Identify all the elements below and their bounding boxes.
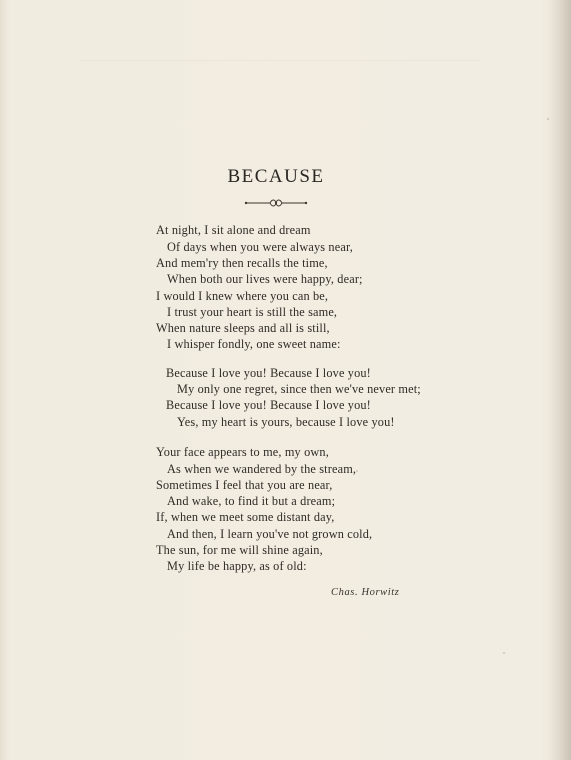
- poem-line: The sun, for me will shine again,: [156, 543, 323, 557]
- poem-line: And then, I learn you've not grown cold,: [167, 527, 373, 541]
- poem-line: I would I knew where you can be,: [156, 289, 329, 303]
- poem-line: I trust your heart is still the same,: [167, 305, 338, 319]
- author-signature: Chas. Horwitz: [331, 587, 400, 598]
- poem-line: My life be happy, as of old:: [167, 559, 307, 573]
- poem-line: My only one regret, since then we've never met;: [177, 382, 421, 396]
- poem-line: Yes, my heart is yours, because I love you!: [177, 415, 395, 429]
- poem-line: When nature sleeps and all is still,: [156, 321, 330, 335]
- poem-line: As when we wandered by the stream,: [167, 462, 357, 476]
- poem-title: BECAUSE: [227, 166, 325, 187]
- poem-line: Of days when you were always near,: [167, 240, 353, 254]
- poem-line: If, when we meet some distant day,: [156, 510, 335, 524]
- poem-line: I whisper fondly, one sweet name:: [167, 337, 341, 351]
- poem-line: When both our lives were happy, dear;: [167, 272, 363, 286]
- poem-line: And wake, to find it but a dream;: [167, 494, 336, 508]
- poem-line: Sometimes I feel that you are near,: [156, 478, 333, 492]
- poem-line: And mem'ry then recalls the time,: [156, 256, 328, 270]
- paper-speck: [356, 470, 358, 472]
- paper-speck: [547, 118, 549, 120]
- paper-speck: [503, 652, 505, 654]
- poem-line: Your face appears to me, my own,: [156, 445, 329, 459]
- poem-line: At night, I sit alone and dream: [156, 223, 311, 237]
- poem-line: Because I love you! Because I love you!: [166, 366, 371, 380]
- poem-line: Because I love you! Because I love you!: [166, 398, 371, 412]
